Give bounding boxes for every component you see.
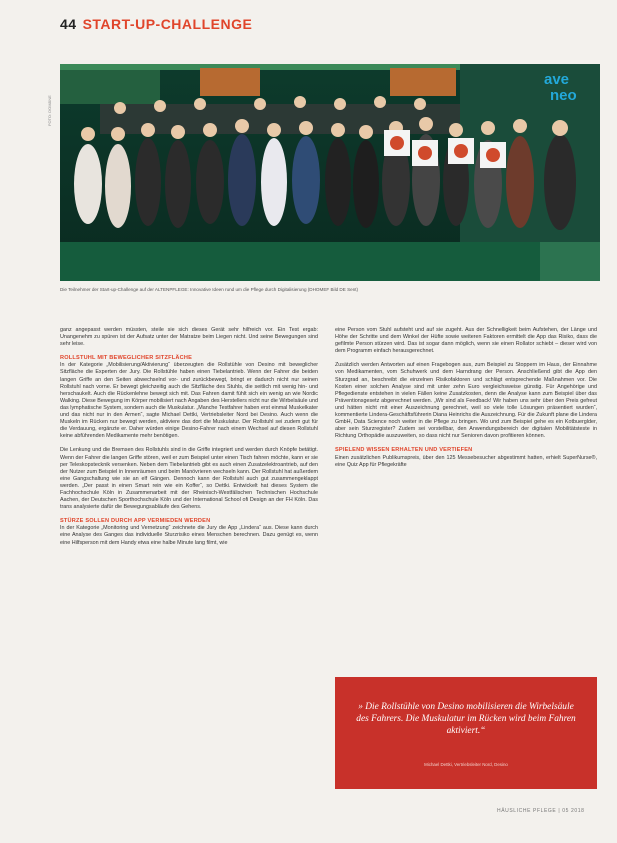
subheading-rollstuhl: ROLLSTUHL MIT BEWEGLICHER SITZFLÄCHE [60, 355, 193, 362]
photo-credit: FOTO: DOMÄNE [47, 95, 52, 126]
pull-quote-source: Michael Dettki, Vertriebsleiter Nord, Desino [424, 762, 508, 767]
left-paragraph-4: In der Kategorie „Monitoring und Vernetzung“ zeichnete die Jury die App „Lindera“ aus. Diese kann durch eine Analyse des Ganges das individuelle Sturzrisiko eines Menschen berechnen. Dazu genügt es, wenn eine Hilfsperson mit dem Handy etwa eine halbe Minute lang filmt, wie [60, 525, 318, 546]
subheading-wissen: SPIELEND WISSEN ERHALTEN UND VERTIEFEN [335, 447, 473, 454]
page-footer: HÄUSLICHE PFLEGE | 05 2018 [497, 808, 585, 814]
photo-caption: Die Teilnehmer der Start-up-Challenge auf der ALTENPFLEGE: Innovative Ideen rund um die Pflege durch Digitalisierung (DHOMEF Bild DE Sent) [60, 287, 359, 292]
pull-quote-box [335, 677, 597, 789]
left-paragraph-1: ganz angepasst werden müssten, steile sie sich dieses Gerät sehr hilfreich vor. Ein Test ergab: Unangenehm zu spüren ist der Aufsatz unter der Matratze beim Liegen nicht. Und seine Bewegungen sind sehr leise. [60, 327, 318, 348]
aveneo-logo-top: ave [544, 71, 570, 88]
subheading-stuerze: STÜRZE SOLLEN DURCH APP VERMIEDEN WERDEN [60, 518, 211, 525]
left-paragraph-3: Die Lenkung und die Bremsen des Rollstuhls sind in die Griffe integriert und werden durch Knöpfe betätigt. Wenn der Fahrer die langen Griffe stören, weil er zum Beispiel unter einen Tisch fahren möchte, kann er sie per Teleskopstecknik versenken. Neben dem Tiebelantrieb gibt es auch einen Zusatzelektroantrieb, auf den der Nutzer zum Beispiel in Innenräumen und beim Manövrieren wechseln kann. Der Rollstuhl hat außerdem eine Gangschaltung wie sie an elf Gängen. Dennoch kann der Rollstuhl auch gut zusammengeklappt werden. „Der passt in einen Smart rein wie ein Koffer“, so Dettki. Entwickelt hat dieses System die Fachhochschule Köln in Zusammenarbeit mit der Rheinisch-Westfälischen Technischen Hochschule Aachen, der Deutschen Sporthochschule Köln und der International School ofi Design an der FH Köln. Das trans analysierte dafür die Bewegungsabläufe des Gehens. [60, 447, 318, 511]
right-paragraph-2: Zusätzlich werden Antworten auf einen Fragebogen aus, zum Beispiel zu Stoppern im Haus, der Einnahme von Medikamenten, vom Schuhwerk und dem Harndrang der Person. Anschließend gibt die App den Sturzgrad an, beschreibt die einzelnen Risikofaktoren und schlägt entsprechende Maßnahmen vor. Die Kosten einer solchen Analyse sind mit unter zehn Euro vergleichsweise günstig. Für Angehörige und Pflegedienste entstehen in vielen Fällen keine Zusatzkosten, denn die Analyse kann zum Beispiel über das Präventionsgesetz abgerechnet werden. „Wir sind als Feedback! Wir haben uns sehr über den Preis gefreut und hätten nicht mit einer Auszeichnung gerechnet, weil so viele tolle Lösungen präsentiert wurden“, kommentierte Lindera-Geschäftsführerin Diana Heinrichs die Auszeichnung. Für die Zukunft plane die Lindera GmbH, Data Science noch weiter in die Pflege zu bringen. Wo und zum Beispiel gehe es ein Kotbuerglder, aber sein Sturzregister? Zudem sei vorstellbar, den Anwendungsbereich der digitalen Mobilitätsteste in Richtung Orthopädie auszuweiten, so dass nicht nur Senioren davon profitieren können. [335, 362, 597, 440]
right-paragraph-1: eine Person vom Stuhl aufsteht und auf sie zugeht. Aus der Schnelligkeit beim Aufstehen, der Länge und Höhe der Schritte und dem Winkel der Hüfte sowie weiteren Faktoren ermittelt die App das Risiko, dass die gefilmte Person stürzen wird. Das ist sogar dann möglich, wenn sie einen Rollator schiebt – dieser wird von dem Programm einfach herausgerechnet. [335, 327, 597, 355]
group-photo-illustration [60, 64, 600, 281]
pull-quote-text: » Die Rollstühle von Desino mobilisieren die Wirbelsäule des Fahrers. Die Muskulatur im Rücken wird beim Fahren aktiviert.“ [356, 702, 576, 736]
left-column [60, 327, 318, 554]
right-paragraph-3: Einen zusätzlichen Publikumspreis, über den 125 Messebesucher abgestimmt hatten, erhielt SuperNurse®, eine Quiz App für Pflegekräfte [335, 454, 597, 468]
page-header [60, 16, 252, 32]
left-paragraph-2: In der Kategorie „Mobilisierung/Aktivierung“ überzeugten die Rollstühle von Desino mit beweglicher Sitzfläche die Experten der Jury. Die Rollstühle haben einen Tiebelantrieb. Wenn der Fahrer die beiden langen Griffe an den Seiten abwechselnd vor- und zurückbewegt, bringt er dadurch nicht nur seinen Rollstuhl nach vorne. Er bewegt gleichzeitig auch die Sitzfläche des Stuhls, die seitlich mit wenig hin- und herschaukelt. Auch die Rückenlehne bewegt sich mit. Das Fahren damit fühlt sich ein wenig an wie Nordic Walking. Diese Bewegung im Körper mobilisiert nach Angaben des Herstellers nicht nur die Wirbelsäule und das lymphatische System, sondern auch die Muskulatur. „Manche Testfahrer haben erst einmal Muskelkater und das nicht nur in den Armen“, sagte Michael Dettki, Vertriebsleiter Nord bei Desino. Auch wenn die Muskeln im Rücken nur bewegt werden, aktiviere das dort die Muskulatur. Der Rollstuhl sei zudem gut für die Verdauung, ergänzte er. Daher würden einige Desino-Fahrer nach einem Wechsel auf diesen Rollstuhl keine abführenden Medikamente mehr benötigen. [60, 362, 318, 440]
section-title: START-UP-CHALLENGE [82, 16, 253, 32]
group-photo [60, 64, 600, 281]
right-column [335, 327, 597, 476]
page-number: 44 [60, 16, 77, 32]
aveneo-logo-bottom: neo [550, 87, 577, 104]
